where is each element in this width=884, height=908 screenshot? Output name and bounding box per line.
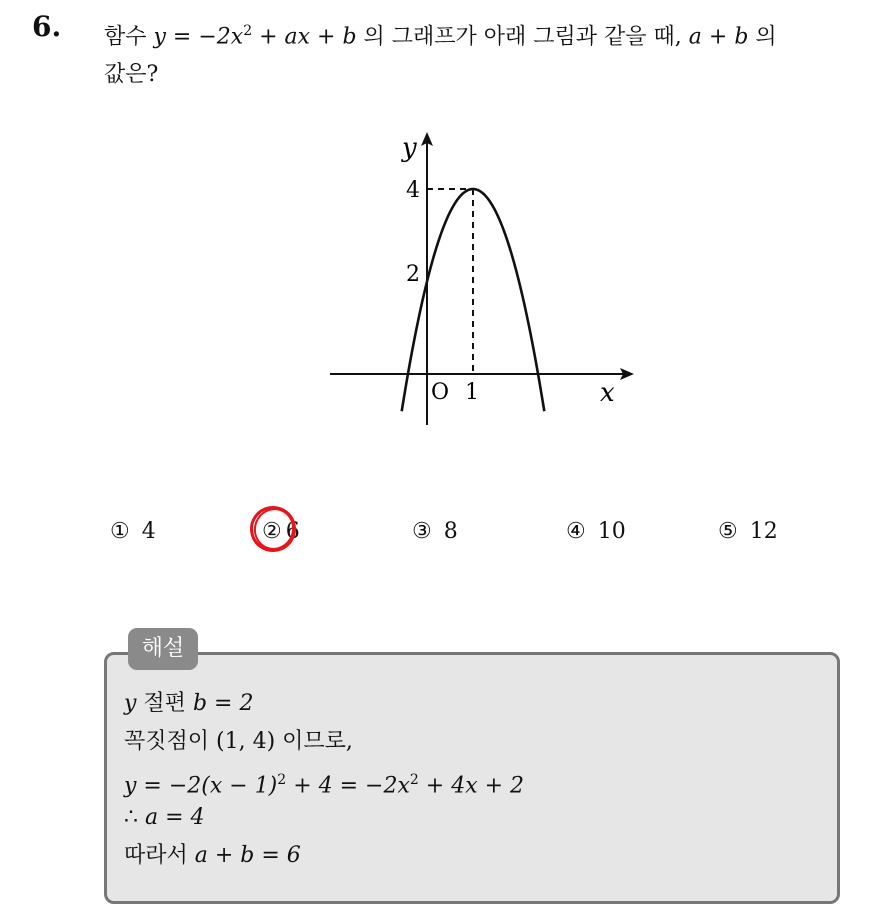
solution-line-1 — [124, 685, 524, 723]
parabola-graph — [320, 120, 640, 440]
question-text-c: 의 — [748, 24, 777, 50]
question-equation: y = −2x — [153, 24, 244, 50]
x-axis-label: x — [600, 378, 615, 408]
solution-line-3-exp: 2 — [277, 772, 287, 788]
choice-3-mark: ③ — [412, 519, 432, 544]
solution-line-3-a: y = −2(x − 1) — [124, 773, 278, 799]
solution-line-5-expr: a + b = 6 — [194, 843, 301, 868]
question-text-d: 값은? — [104, 62, 159, 88]
choice-5-value: 12 — [749, 519, 778, 544]
choice-1-mark: ① — [110, 519, 130, 544]
question-number: 6. — [32, 10, 62, 43]
solution-line-4 — [124, 799, 524, 837]
y-axis-label: y — [402, 133, 417, 163]
solution-line-4-expr: a = 4 — [145, 805, 205, 830]
y-tick-4: 4 — [406, 178, 420, 203]
choice-4-value: 10 — [597, 519, 626, 544]
origin-label: O — [431, 380, 450, 405]
solution-line-1-expr: b = 2 — [192, 691, 254, 716]
question-text — [104, 12, 874, 94]
y-tick-2: 2 — [406, 262, 420, 287]
answer-choices — [0, 512, 884, 552]
choice-1[interactable] — [110, 512, 156, 552]
solution-line-5 — [124, 837, 524, 875]
choice-2-value: 6 — [285, 519, 300, 544]
choice-5-mark: ⑤ — [718, 519, 738, 544]
choice-2-mark: ② — [262, 519, 282, 544]
choice-5[interactable] — [718, 512, 778, 552]
choice-1-value: 4 — [141, 519, 156, 544]
solution-line-3-exp2: 2 — [409, 772, 419, 788]
solution-line-5-text: 따라서 — [124, 843, 195, 868]
choice-4-mark: ④ — [566, 519, 586, 544]
choice-3[interactable] — [412, 512, 458, 552]
solution-line-3-c: + 4x + 2 — [418, 773, 525, 799]
solution-line-1-var: y — [124, 691, 137, 716]
question-text-a: 함수 — [104, 24, 154, 50]
choice-4[interactable] — [566, 512, 626, 552]
solution-line-1-text: 절편 — [136, 691, 193, 716]
question-ask-expr: a + b — [688, 24, 749, 50]
solution-line-2: 꼭짓점이 (1, 4) 이므로, — [124, 729, 353, 754]
question-equation-tail: + ax + b — [252, 24, 357, 50]
solution-line-3-b: + 4 = −2x — [286, 773, 410, 799]
solution-content — [124, 685, 524, 875]
therefore-symbol: ∴ — [124, 805, 145, 830]
choice-3-value: 8 — [443, 519, 458, 544]
solution-label-tab: 해설 — [128, 628, 198, 670]
question-exponent: 2 — [243, 23, 253, 39]
x-tick-1: 1 — [465, 380, 479, 405]
solution-line-3 — [124, 761, 524, 799]
question-text-b: 의 그래프가 아래 그림과 같을 때, — [356, 24, 689, 50]
